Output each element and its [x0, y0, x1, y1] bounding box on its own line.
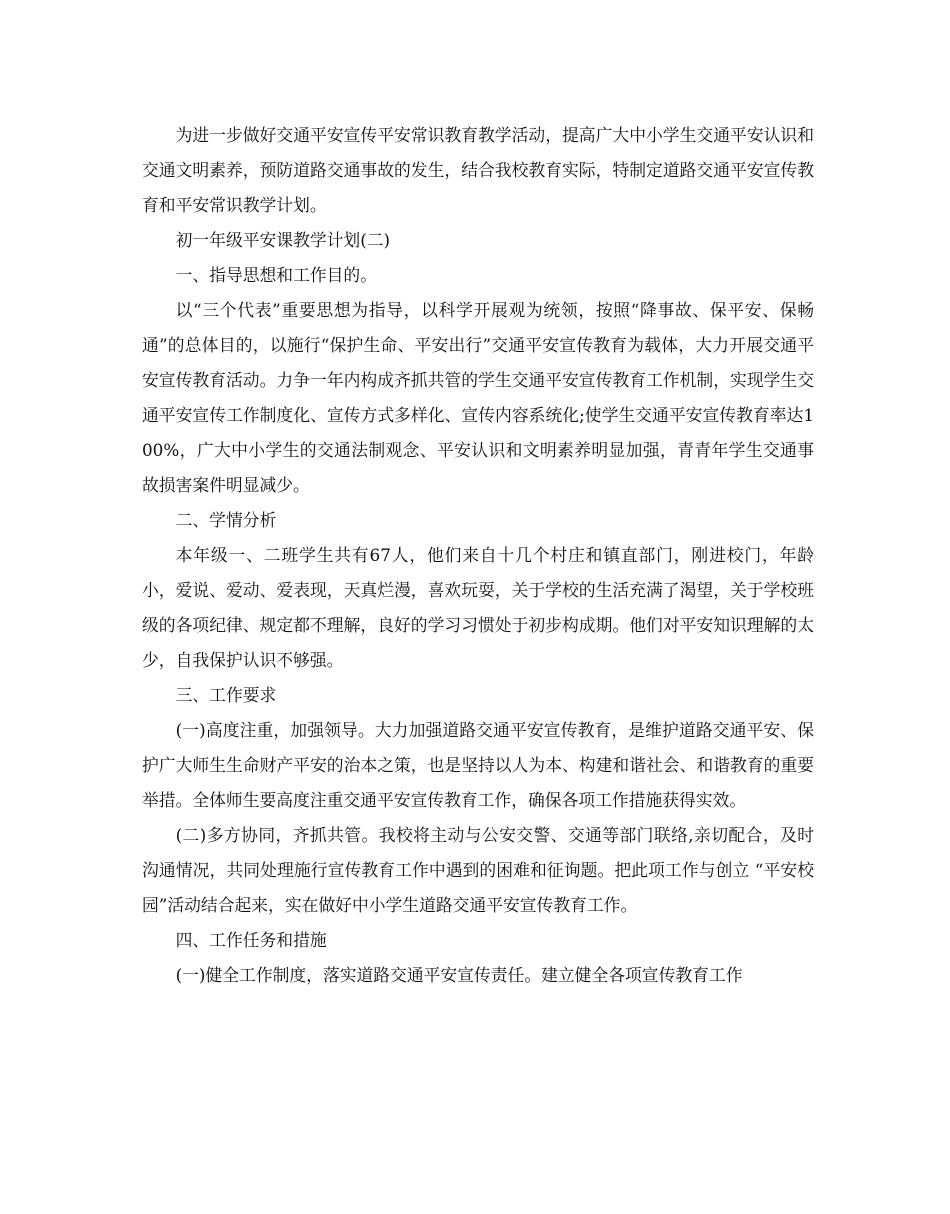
section-heading-student-analysis: 二、学情分析: [175, 510, 277, 530]
subtitle-line: 初一年级平安课教学计划(二): [175, 230, 391, 250]
requirement-item-2: (二)多方协同，齐抓共管。我校将主动与公安交警、交通等部门联络,亲切配合，及时沟通情况，共同处理施行宣传教育工作中遇到的困难和征询题。把此项工作与创立 “平安校园”活动结合起来，实在做好中小学生道路交通平安宣传教育工作。: [142, 825, 814, 915]
guiding-ideology-paragraph: 以“三个代表”重要思想为指导，以科学开展观为统领，按照“降事故、保平安、保畅通”的总体目的，以施行“保护生命、平安出行”交通平安宣传教育为载体，大力开展交通平安宣传教育活动。力争一年内构成齐抓共管的学生交通平安宣传教育工作机制，实现学生交通平安宣传工作制度化、宣传方式多样化、宣传内容系统化;使学生交通平安宣传教育率达100%，广大中小学生的交通法制观念、平安认识和文明素养明显加强，青青年学生交通事故损害案件明显减少。: [142, 300, 814, 495]
student-analysis-paragraph: 本年级一、二班学生共有67人，他们来自十几个村庄和镇直部门，刚进校门，年龄小，爱说、爱动、爱表现，天真烂漫，喜欢玩耍，关于学校的生活充满了渴望，关于学校班级的各项纪律、规定都不理解，良好的学习习惯处于初步构成期。他们对平安知识理解的太少，自我保护认识不够强。: [142, 545, 814, 670]
section-heading-tasks-measures: 四、工作任务和措施: [175, 930, 327, 950]
task-item-1: (一)健全工作制度，落实道路交通平安宣传责任。建立健全各项宣传教育工作: [175, 965, 743, 985]
intro-paragraph: 为进一步做好交通平安宣传平安常识教育教学活动，提高广大中小学生交通平安认识和交通文明素养，预防道路交通事故的发生，结合我校教育实际，特制定道路交通平安宣传教育和平安常识教学计划。: [142, 125, 814, 215]
section-heading-guiding-ideology: 一、指导思想和工作目的。: [175, 265, 377, 285]
requirement-item-1: (一)高度注重，加强领导。大力加强道路交通平安宣传教育，是维护道路交通平安、保护广大师生生命财产平安的治本之策，也是坚持以人为本、构建和谐社会、和谐教育的重要举措。全体师生要高度注重交通平安宣传教育工作，确保各项工作措施获得实效。: [142, 720, 814, 810]
document-body: [142, 118, 814, 993]
section-heading-work-requirements: 三、工作要求: [175, 685, 277, 705]
